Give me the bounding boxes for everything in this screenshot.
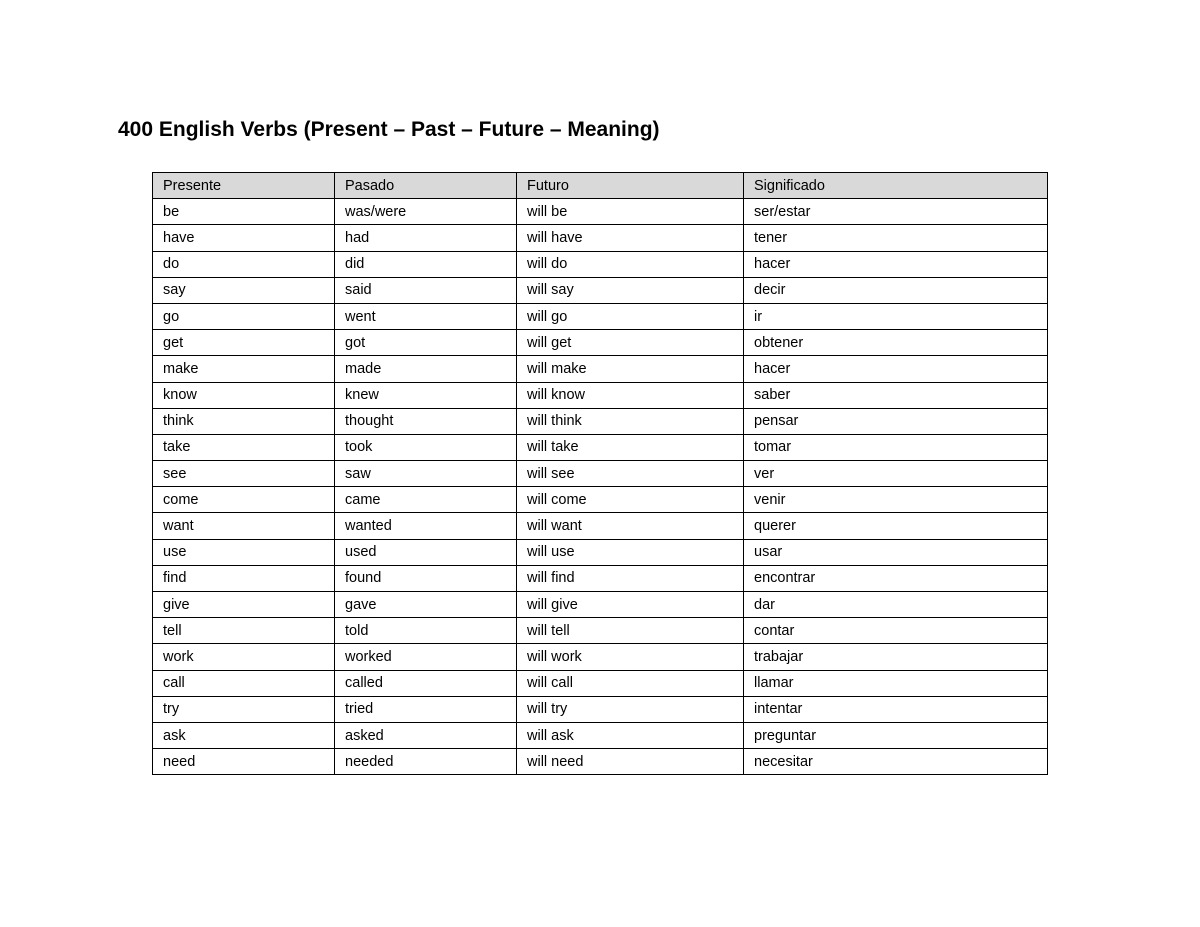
- table-row: [153, 670, 1048, 696]
- pasado-cell: used: [335, 539, 517, 565]
- significado-cell: necesitar: [744, 749, 1048, 775]
- pasado-cell: wanted: [335, 513, 517, 539]
- futuro-cell: will make: [517, 356, 744, 382]
- table-row: [153, 225, 1048, 251]
- table-row: [153, 356, 1048, 382]
- presente-cell: know: [153, 382, 335, 408]
- significado-cell: hacer: [744, 356, 1048, 382]
- significado-cell: venir: [744, 487, 1048, 513]
- table-row: [153, 251, 1048, 277]
- significado-cell: trabajar: [744, 644, 1048, 670]
- pasado-cell: was/were: [335, 199, 517, 225]
- significado-cell: tener: [744, 225, 1048, 251]
- page-title: 400 English Verbs (Present – Past – Future – Meaning): [118, 118, 660, 141]
- table-row: [153, 199, 1048, 225]
- pasado-cell: called: [335, 670, 517, 696]
- pasado-cell: said: [335, 277, 517, 303]
- significado-cell: dar: [744, 592, 1048, 618]
- presente-cell: do: [153, 251, 335, 277]
- pasado-cell: saw: [335, 461, 517, 487]
- presente-cell: use: [153, 539, 335, 565]
- presente-cell: be: [153, 199, 335, 225]
- pasado-cell: got: [335, 330, 517, 356]
- significado-cell: contar: [744, 618, 1048, 644]
- significado-cell: encontrar: [744, 565, 1048, 591]
- significado-cell: decir: [744, 277, 1048, 303]
- futuro-cell: will get: [517, 330, 744, 356]
- presente-cell: say: [153, 277, 335, 303]
- table-row: [153, 303, 1048, 329]
- pasado-cell: worked: [335, 644, 517, 670]
- futuro-cell: will be: [517, 199, 744, 225]
- table-row: [153, 487, 1048, 513]
- table-row: [153, 565, 1048, 591]
- presente-cell: get: [153, 330, 335, 356]
- significado-cell: intentar: [744, 696, 1048, 722]
- significado-cell: obtener: [744, 330, 1048, 356]
- futuro-cell: will need: [517, 749, 744, 775]
- table-row: [153, 749, 1048, 775]
- pasado-cell: went: [335, 303, 517, 329]
- significado-cell: ver: [744, 461, 1048, 487]
- table-row: [153, 408, 1048, 434]
- presente-cell: tell: [153, 618, 335, 644]
- presente-cell: find: [153, 565, 335, 591]
- pasado-cell: took: [335, 434, 517, 460]
- presente-cell: see: [153, 461, 335, 487]
- pasado-cell: did: [335, 251, 517, 277]
- significado-cell: ir: [744, 303, 1048, 329]
- futuro-cell: will know: [517, 382, 744, 408]
- futuro-cell: will use: [517, 539, 744, 565]
- futuro-cell: will think: [517, 408, 744, 434]
- presente-cell: want: [153, 513, 335, 539]
- futuro-cell: will come: [517, 487, 744, 513]
- pasado-cell: knew: [335, 382, 517, 408]
- column-header-significado: Significado: [744, 173, 1048, 199]
- presente-cell: have: [153, 225, 335, 251]
- pasado-cell: had: [335, 225, 517, 251]
- presente-cell: give: [153, 592, 335, 618]
- significado-cell: saber: [744, 382, 1048, 408]
- presente-cell: try: [153, 696, 335, 722]
- futuro-cell: will say: [517, 277, 744, 303]
- column-header-pasado: Pasado: [335, 173, 517, 199]
- pasado-cell: found: [335, 565, 517, 591]
- verb-table: [152, 172, 1048, 775]
- header-row: [153, 173, 1048, 199]
- significado-cell: tomar: [744, 434, 1048, 460]
- pasado-cell: came: [335, 487, 517, 513]
- presente-cell: work: [153, 644, 335, 670]
- significado-cell: querer: [744, 513, 1048, 539]
- pasado-cell: tried: [335, 696, 517, 722]
- table-header: [153, 173, 1048, 199]
- futuro-cell: will call: [517, 670, 744, 696]
- table-row: [153, 461, 1048, 487]
- presente-cell: call: [153, 670, 335, 696]
- futuro-cell: will want: [517, 513, 744, 539]
- table-row: [153, 277, 1048, 303]
- futuro-cell: will have: [517, 225, 744, 251]
- presente-cell: come: [153, 487, 335, 513]
- pasado-cell: asked: [335, 722, 517, 748]
- table-row: [153, 539, 1048, 565]
- significado-cell: ser/estar: [744, 199, 1048, 225]
- futuro-cell: will do: [517, 251, 744, 277]
- table-row: [153, 330, 1048, 356]
- column-header-futuro: Futuro: [517, 173, 744, 199]
- table-row: [153, 513, 1048, 539]
- pasado-cell: gave: [335, 592, 517, 618]
- table-body: [153, 199, 1048, 775]
- futuro-cell: will find: [517, 565, 744, 591]
- futuro-cell: will work: [517, 644, 744, 670]
- table-row: [153, 722, 1048, 748]
- futuro-cell: will take: [517, 434, 744, 460]
- pasado-cell: needed: [335, 749, 517, 775]
- futuro-cell: will give: [517, 592, 744, 618]
- table-row: [153, 618, 1048, 644]
- futuro-cell: will try: [517, 696, 744, 722]
- pasado-cell: thought: [335, 408, 517, 434]
- significado-cell: usar: [744, 539, 1048, 565]
- pasado-cell: told: [335, 618, 517, 644]
- column-header-presente: Presente: [153, 173, 335, 199]
- significado-cell: preguntar: [744, 722, 1048, 748]
- presente-cell: need: [153, 749, 335, 775]
- table-row: [153, 382, 1048, 408]
- presente-cell: make: [153, 356, 335, 382]
- significado-cell: pensar: [744, 408, 1048, 434]
- presente-cell: go: [153, 303, 335, 329]
- presente-cell: take: [153, 434, 335, 460]
- futuro-cell: will tell: [517, 618, 744, 644]
- significado-cell: hacer: [744, 251, 1048, 277]
- futuro-cell: will see: [517, 461, 744, 487]
- presente-cell: ask: [153, 722, 335, 748]
- pasado-cell: made: [335, 356, 517, 382]
- futuro-cell: will ask: [517, 722, 744, 748]
- presente-cell: think: [153, 408, 335, 434]
- significado-cell: llamar: [744, 670, 1048, 696]
- table-row: [153, 644, 1048, 670]
- table-row: [153, 434, 1048, 460]
- table-row: [153, 592, 1048, 618]
- table-row: [153, 696, 1048, 722]
- futuro-cell: will go: [517, 303, 744, 329]
